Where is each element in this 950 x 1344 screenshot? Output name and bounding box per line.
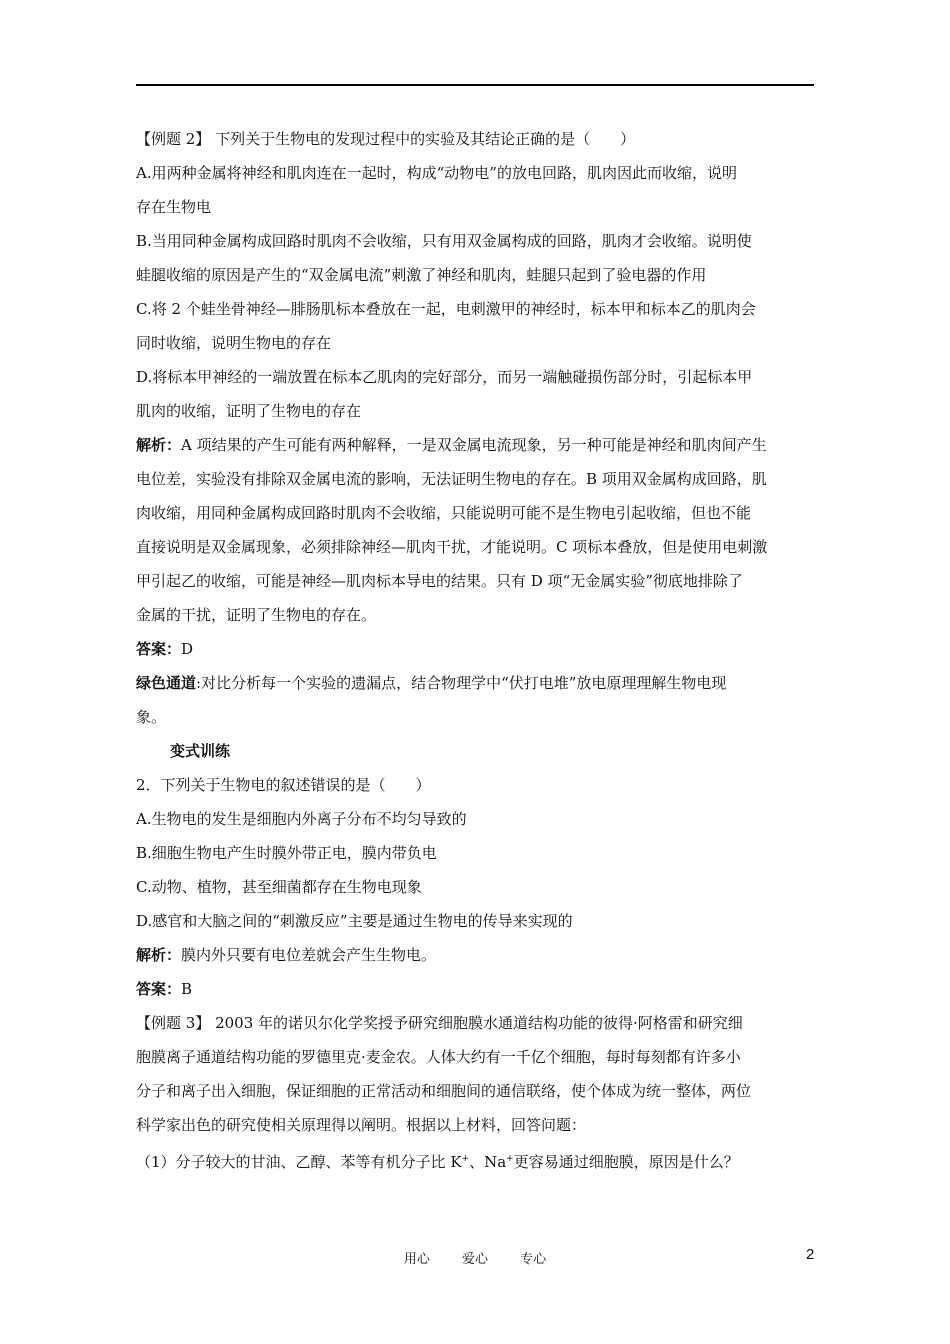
footer-word-3: 专心 <box>520 1252 547 1267</box>
option-c-line1: C.将 2 个蛙坐骨神经—腓肠肌标本叠放在一起，电刺激甲的神经时，标本甲和标本乙的肌肉会 <box>136 300 756 318</box>
green-channel-line1 <box>136 666 816 700</box>
k-charge: + <box>461 1154 470 1164</box>
option-d-line1: D.将标本甲神经的一端放置在标本乙肌肉的完好部分，而另一端触碰损伤部分时，引起标本甲 <box>136 368 753 386</box>
variant-answer-label: 答案： <box>136 980 182 998</box>
variant-analysis-label: 解析： <box>136 946 182 964</box>
example-3-tag: 【例题 3】 <box>136 1014 211 1032</box>
option-a-line2: 存在生物电 <box>136 198 212 216</box>
analysis-line2: 电位差，实验没有排除双金属电流的影响，无法证明生物电的存在。B 项用双金属构成回路，肌 <box>136 470 767 488</box>
variant-answer-value: B <box>181 980 193 998</box>
analysis-text: A 项结果的产生可能有两种解释，一是双金属电流现象，另一种可能是神经和肌肉间产生 <box>181 436 767 454</box>
analysis-label: 解析： <box>136 436 182 454</box>
example-3-question-1 <box>136 1142 816 1179</box>
answer-value: D <box>181 640 194 658</box>
green-channel-text: :对比分析每一个实验的遗漏点，结合物理学中“伏打电堆”放电原理理解生物电现 <box>196 674 727 692</box>
variant-option-c: C.动物、植物，甚至细菌都存在生物电现象 <box>136 878 422 896</box>
example-3-line1 <box>136 1006 816 1040</box>
option-d-line2: 肌肉的收缩，证明了生物电的存在 <box>136 402 362 420</box>
footer-word-1: 用心 <box>403 1252 430 1267</box>
option-b-line2: 蛙腿收缩的原因是产生的“双金属电流”刺激了神经和肌肉，蛙腿只起到了验电器的作用 <box>136 266 707 284</box>
green-channel-label: 绿色通道 <box>136 674 197 692</box>
variant-analysis <box>136 938 816 972</box>
example-2-question: 下列关于生物电的发现过程中的实验及其结论正确的是（ ） <box>215 130 636 148</box>
option-c-line2: 同时收缩，说明生物电的存在 <box>136 334 332 352</box>
example-2-stem <box>136 122 816 156</box>
q1-part-b: 、Na <box>469 1153 507 1171</box>
analysis-line1 <box>136 428 816 462</box>
analysis-line3: 肉收缩，用同种金属构成回路时肌肉不会收缩，只能说明可能不是生物电引起收缩，但也不能 <box>136 504 752 522</box>
header-rule <box>136 84 814 86</box>
option-a-line1: A.用两种金属将神经和肌肉连在一起时，构成“动物电”的放电回路，肌肉因此而收缩，说明 <box>136 164 737 182</box>
example-3-line3: 分子和离子出入细胞，保证细胞的正常活动和细胞间的通信联络，使个体成为统一整体，两位 <box>136 1082 752 1100</box>
footer-word-2: 爱心 <box>461 1252 488 1267</box>
variant-option-d: D.感官和大脑之间的“刺激反应”主要是通过生物电的传导来实现的 <box>136 912 573 930</box>
option-b-line1: B.当用同种金属构成回路时肌肉不会收缩，只有用双金属构成的回路，肌肉才会收缩。说明使 <box>136 232 752 250</box>
variant-option-a: A.生物电的发生是细胞内外离子分布不均匀导致的 <box>136 810 467 828</box>
analysis-line4: 直接说明是双金属现象，必须排除神经—肌肉干扰，才能说明。C 项标本叠放，但是使用电刺激 <box>136 538 768 556</box>
analysis-line5: 甲引起乙的收缩，可能是神经—肌肉标本导电的结果。只有 D 项“无金属实验”彻底地排除了 <box>136 572 743 590</box>
page-content <box>136 122 816 1179</box>
answer-line <box>136 632 816 666</box>
analysis-line6: 金属的干扰，证明了生物电的存在。 <box>136 606 377 624</box>
green-channel-line2: 象。 <box>136 708 167 726</box>
q1-part-a: （1）分子较大的甘油、乙醇、苯等有机分子比 K <box>136 1153 462 1171</box>
example-3-line4: 科学家出色的研究使相关原理得以阐明。根据以上材料，回答问题： <box>136 1116 587 1134</box>
variant-option-b: B.细胞生物电产生时膜外带正电，膜内带负电 <box>136 844 437 862</box>
variant-analysis-text: 膜内外只要有电位差就会产生生物电。 <box>181 946 437 964</box>
na-charge: + <box>506 1154 514 1164</box>
example-3-text: 2003 年的诺贝尔化学奖授予研究细胞膜水通道结构功能的彼得·阿格雷和研究细 <box>210 1014 743 1032</box>
answer-label: 答案： <box>136 640 182 658</box>
variant-stem: 2．下列关于生物电的叙述错误的是（ ） <box>136 776 431 794</box>
variant-answer <box>136 972 816 1006</box>
q1-part-c: 更容易通过细胞膜，原因是什么？ <box>513 1153 739 1171</box>
page-number: 2 <box>806 1246 815 1263</box>
example-2-tag: 【例题 2】 <box>136 130 211 148</box>
example-3-line2: 胞膜离子通道结构功能的罗德里克·麦金农。人体大约有一千亿个细胞，每时每刻都有许多小 <box>136 1048 741 1066</box>
variant-heading: 变式训练 <box>170 742 231 760</box>
